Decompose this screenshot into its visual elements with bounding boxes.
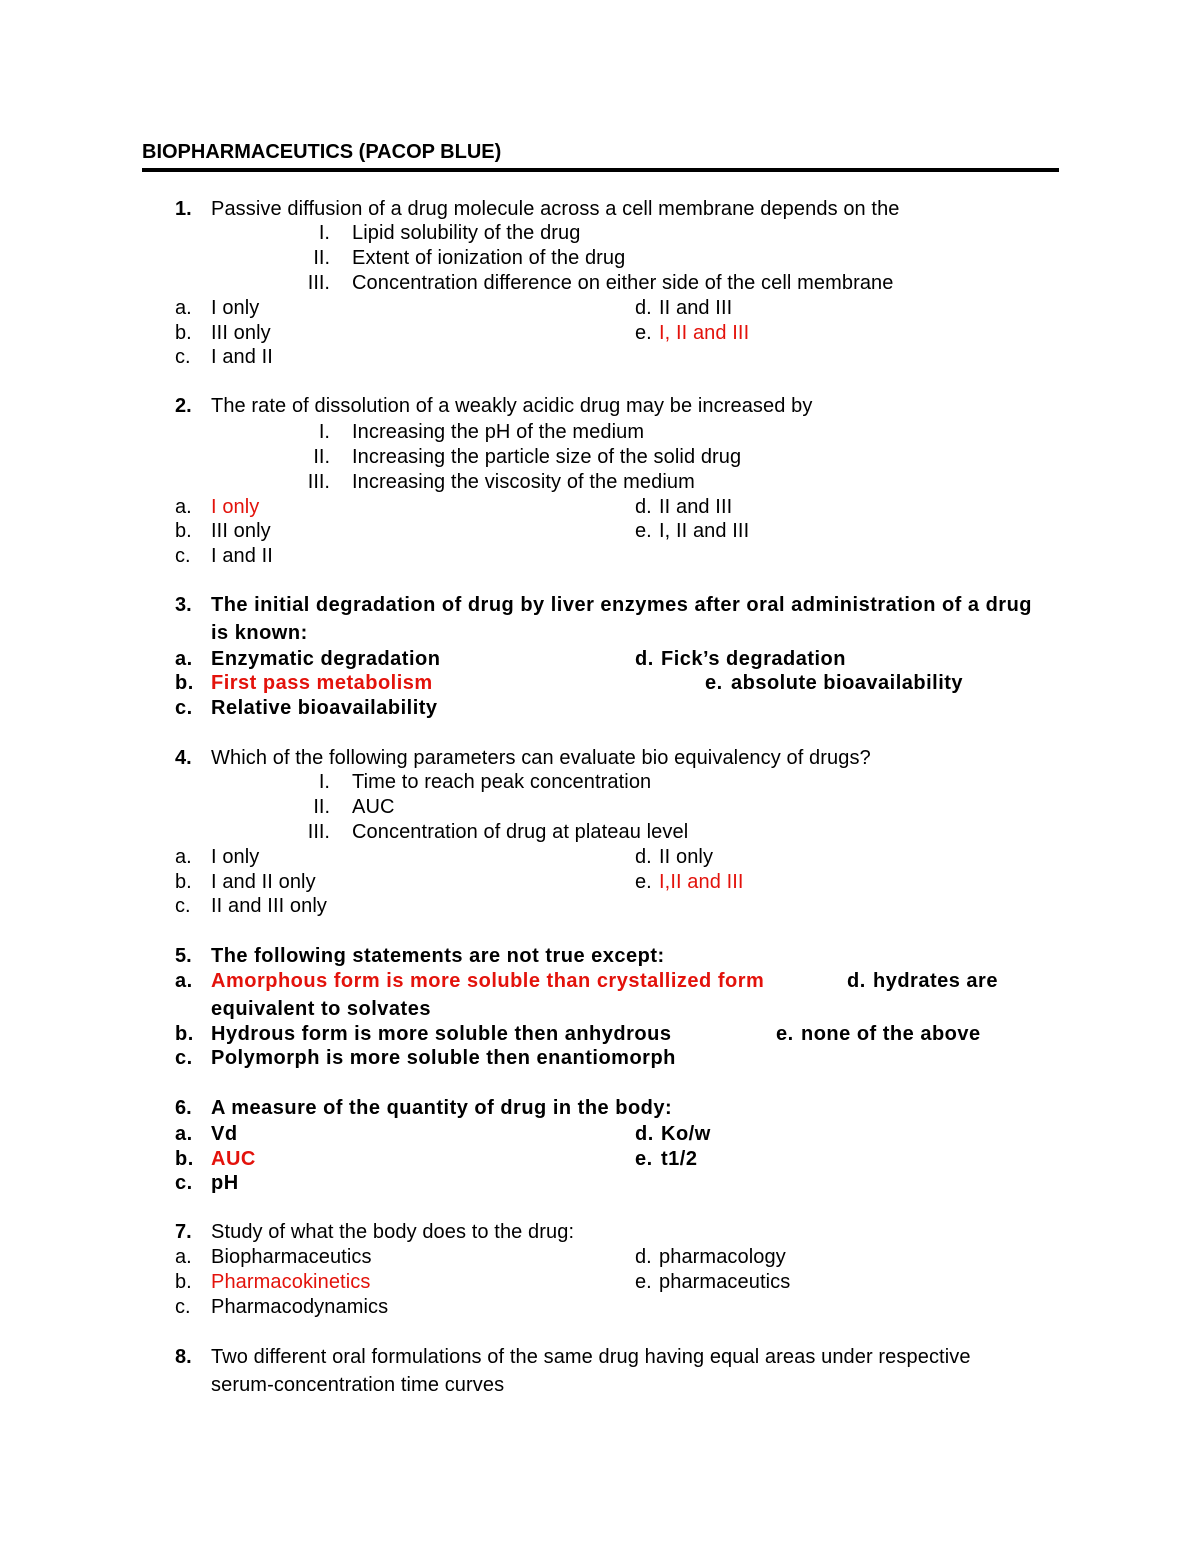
question-number: 1.	[175, 198, 192, 220]
roman-numeral: II.	[313, 796, 330, 818]
roman-numeral: I.	[318, 421, 330, 443]
choice-letter: e.	[635, 1148, 653, 1170]
choice-letter: b.	[175, 1271, 192, 1293]
answer-choice-text: AUC	[211, 1148, 256, 1170]
choice-text-continued: equivalent to solvates	[211, 998, 431, 1020]
choice-text: none of the above	[801, 1023, 981, 1045]
roman-item: Increasing the pH of the medium	[352, 421, 645, 443]
roman-item: Concentration difference on either side of the cell membrane	[352, 272, 894, 294]
choice-text: II and III	[659, 297, 733, 319]
question-stem: The rate of dissolution of a weakly acidic drug may be increased by	[211, 395, 813, 417]
answer-choice-text: First pass metabolism	[211, 672, 433, 694]
question-number: 8.	[175, 1346, 192, 1368]
answer-choice-text: I only	[211, 496, 260, 518]
choice-letter: e.	[635, 520, 652, 542]
roman-item: Increasing the particle size of the solid drug	[352, 446, 742, 468]
choice-letter: e.	[705, 672, 723, 694]
choice-letter: b.	[175, 322, 192, 344]
choice-text: absolute bioavailability	[731, 672, 964, 694]
choice-letter: d.	[847, 970, 866, 992]
choice-text: Hydrous form is more soluble then anhydrous	[211, 1023, 672, 1045]
choice-text: I and II	[211, 545, 273, 567]
choice-letter: c.	[175, 545, 191, 567]
answer-choice-text: I, II and III	[659, 322, 750, 344]
choice-letter: c.	[175, 346, 191, 368]
choice-letter: e.	[635, 1271, 652, 1293]
choice-text: II and III only	[211, 895, 328, 917]
choice-text: Ko/w	[661, 1123, 711, 1145]
question-stem: Study of what the body does to the drug:	[211, 1221, 575, 1243]
roman-numeral: II.	[313, 446, 330, 468]
question-stem: A measure of the quantity of drug in the body:	[211, 1097, 673, 1119]
choice-text: III only	[211, 322, 271, 344]
choice-letter: e.	[776, 1023, 794, 1045]
choice-letter: c.	[175, 1172, 193, 1194]
choice-text: I and II	[211, 346, 273, 368]
choice-text: I, II and III	[659, 520, 750, 542]
choice-text: t1/2	[661, 1148, 698, 1170]
choice-letter: e.	[635, 322, 652, 344]
choice-letter: a.	[175, 970, 193, 992]
question-number: 7.	[175, 1221, 192, 1243]
choice-letter: e.	[635, 871, 652, 893]
choice-text: pharmacology	[659, 1246, 786, 1268]
choice-letter: b.	[175, 520, 192, 542]
choice-text: II only	[659, 846, 714, 868]
answer-choice-text: Pharmacokinetics	[211, 1271, 371, 1293]
choice-letter: d.	[635, 846, 652, 868]
choice-text: Fick’s degradation	[661, 648, 846, 670]
choice-text: I only	[211, 846, 260, 868]
choice-letter: b.	[175, 871, 192, 893]
question-number: 3.	[175, 594, 192, 616]
question-stem-continued: serum-concentration time curves	[211, 1374, 505, 1396]
choice-text: Pharmacodynamics	[211, 1296, 389, 1318]
choice-letter: d.	[635, 297, 652, 319]
answer-choice-text: I,II and III	[659, 871, 744, 893]
question-number: 5.	[175, 945, 192, 967]
question-stem: The following statements are not true except:	[211, 945, 665, 967]
choice-letter: a.	[175, 297, 192, 319]
choice-text: Relative bioavailability	[211, 697, 438, 719]
choice-letter: a.	[175, 846, 192, 868]
roman-item: AUC	[352, 796, 395, 818]
choice-text: II and III	[659, 496, 733, 518]
page-title: BIOPHARMACEUTICS (PACOP BLUE)	[142, 141, 502, 163]
choice-letter: c.	[175, 697, 193, 719]
roman-numeral: III.	[307, 821, 330, 843]
choice-letter: a.	[175, 1123, 193, 1145]
choice-letter: b.	[175, 1023, 194, 1045]
choice-letter: c.	[175, 895, 191, 917]
question-stem-continued: is known:	[211, 622, 308, 644]
question-stem: Which of the following parameters can evaluate bio equivalency of drugs?	[211, 747, 871, 769]
choice-text: Vd	[211, 1123, 238, 1145]
roman-numeral: III.	[307, 272, 330, 294]
roman-numeral: III.	[307, 471, 330, 493]
question-stem: The initial degradation of drug by liver enzymes after oral administration of a drug	[211, 594, 1033, 616]
choice-letter: b.	[175, 672, 194, 694]
roman-item: Extent of ionization of the drug	[352, 247, 626, 269]
question-stem: Passive diffusion of a drug molecule across a cell membrane depends on the	[211, 198, 900, 220]
roman-item: Concentration of drug at plateau level	[352, 821, 689, 843]
choice-letter: c.	[175, 1296, 191, 1318]
choice-letter: d.	[635, 648, 654, 670]
roman-item: Lipid solubility of the drug	[352, 222, 581, 244]
answer-choice-text: Amorphous form is more soluble than crystallized form	[211, 970, 765, 992]
roman-item: Time to reach peak concentration	[352, 771, 652, 793]
choice-letter: a.	[175, 496, 192, 518]
choice-text: I and II only	[211, 871, 316, 893]
choice-letter: b.	[175, 1148, 194, 1170]
question-number: 6.	[175, 1097, 192, 1119]
choice-text: pharmaceutics	[659, 1271, 791, 1293]
question-number: 4.	[175, 747, 192, 769]
roman-numeral: I.	[318, 222, 330, 244]
choice-text: Biopharmaceutics	[211, 1246, 372, 1268]
choice-text: I only	[211, 297, 260, 319]
choice-letter: d.	[635, 1246, 652, 1268]
choice-text: pH	[211, 1172, 239, 1194]
question-stem: Two different oral formulations of the same drug having equal areas under respective	[211, 1346, 971, 1368]
choice-text: Polymorph is more soluble then enantiomorph	[211, 1047, 676, 1069]
choice-letter: c.	[175, 1047, 193, 1069]
choice-text: hydrates are	[873, 970, 998, 992]
roman-numeral: II.	[313, 247, 330, 269]
choice-letter: d.	[635, 1123, 654, 1145]
choice-letter: d.	[635, 496, 652, 518]
roman-item: Increasing the viscosity of the medium	[352, 471, 695, 493]
question-number: 2.	[175, 395, 192, 417]
choice-text: III only	[211, 520, 271, 542]
choice-text: Enzymatic degradation	[211, 648, 441, 670]
choice-letter: a.	[175, 1246, 192, 1268]
roman-numeral: I.	[318, 771, 330, 793]
title-divider	[142, 168, 1059, 172]
choice-letter: a.	[175, 648, 193, 670]
